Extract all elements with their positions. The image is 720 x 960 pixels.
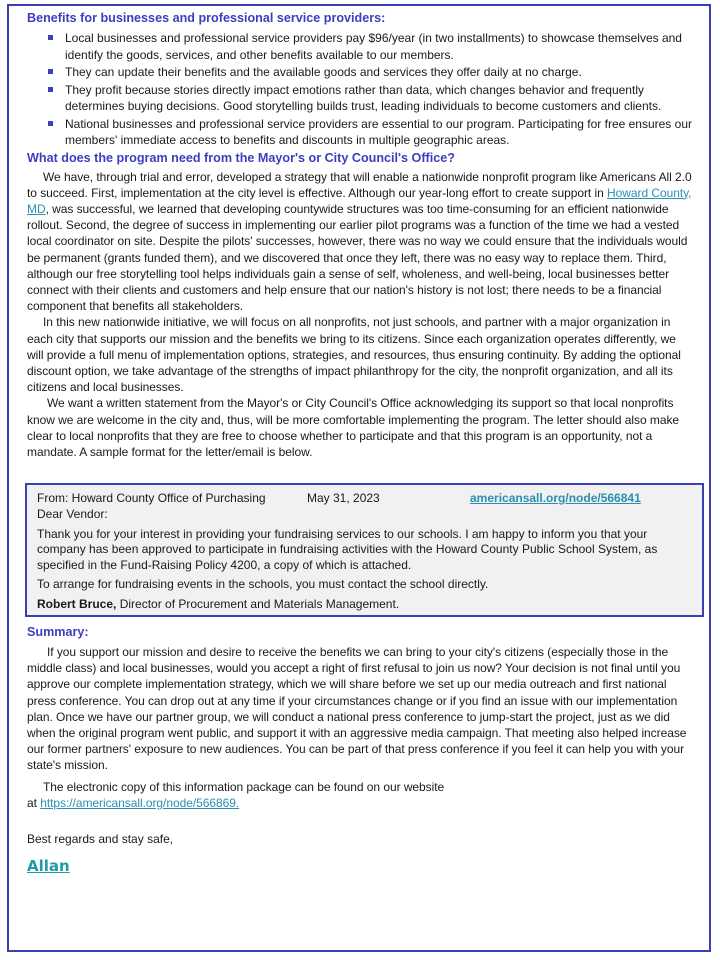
list-item: They profit because stories directly impact emotions rather than data, which changes behavior and frequently determines buying decisions. Good storytelling builds trust, leading individuals to become customers and clients. xyxy=(65,82,693,115)
benefits-list xyxy=(27,30,693,149)
howard-county-link[interactable]: Howard County, MD xyxy=(27,185,692,216)
website-link[interactable]: https://americansall.org/node/566869. xyxy=(40,795,240,810)
letter-signoff xyxy=(37,597,692,613)
needs-heading: What does the program need from the Mayor's or City Council's Office? xyxy=(27,150,455,165)
summary-section xyxy=(27,624,693,875)
signer-title: Director of Procurement and Materials Management. xyxy=(116,596,400,611)
needs-paragraph-1: We have, through trial and error, developed a strategy that will enable a nationwide nonprofit program like Americans All 2.0 to succeed. First, implementation at the city level is effective. Although our year-long effort to create support in Howard County, MD, was successful, we learned that developing countywide structures was too time-consuming for an efficient nationwide rollout. Second, the degree of success in implementing our earlier pilot programs was a function of the time we had a vested local coordinator on site. Despite the pilots' successes, however, there was no way we could ensure that the individuals would be permanent (grants funded them), and we discovered that once they left, there was no easy way to replace them. Third, although our free storytelling tool helps individuals gain a sense of self, wholeness, and well-being, local businesses better connect with their clients and customers and help ensure that our nation's history is not lost; there needs to be a financial component that benefits all stakeholders. xyxy=(27,169,692,314)
document-page xyxy=(7,4,711,952)
website-line: The electronic copy of this information package can be found on our website xyxy=(43,779,445,794)
square-bullet-icon xyxy=(48,87,53,92)
sample-letter-box xyxy=(25,483,704,617)
summary-heading: Summary: xyxy=(27,625,89,639)
main-content xyxy=(27,10,693,460)
square-bullet-icon xyxy=(48,121,53,126)
letter-date: May 31, 2023 xyxy=(307,491,380,505)
closing-line: Best regards and stay safe, xyxy=(27,832,174,847)
needs-paragraph-2: In this new nationwide initiative, we will focus on all nonprofits, not just schools, and partner with a major organization in each city that supports our mission and the benefits we bring to its citizens. Since each organization operates differently, we will provide a full menu of implementation options, strategies, and resources, thus ensuring continuity. By adding the optional discount option, we take advantage of the strengths of impact philanthropy for the city, the nonprofit organization, and all its citizens and local businesses. xyxy=(27,315,681,395)
letter-node-link[interactable]: americansall.org/node/566841 xyxy=(470,491,641,505)
square-bullet-icon xyxy=(48,35,53,40)
list-item: They can update their benefits and the available goods and services they offer daily at no charge. xyxy=(65,64,693,81)
letter-body-2: To arrange for fundraising events in the schools, you must contact the school directly. xyxy=(37,577,489,591)
square-bullet-icon xyxy=(48,69,53,74)
list-item: Local businesses and professional service providers pay $96/year (in two installments) to showcase themselves and identify the goods, services, and other benefits available to our members. xyxy=(65,30,693,63)
signature: Allan xyxy=(27,857,70,876)
summary-paragraph: If you support our mission and desire to receive the benefits we can bring to your city's citizens (especially those in the middle class) and local businesses, would you accept a right of first refusal to join us now? Your decision is not final until you approve our complete implementation strategy, which we will share before we set up our media outreach and first national press conference. You can drop out at any time if your circumstances change or if you find an issue with our implementation plan. Once we have our partner group, we will conduct a national press conference to jump-start the project, just as we did when the original program went public, and support it with an aggressive media campaign. That meeting also helped increase our former partners' exposure to new audiences. You can be part of that press conference if you feel it can help you with your state's mission. xyxy=(27,645,687,773)
letter-header xyxy=(37,488,692,505)
list-item: National businesses and professional service providers are essential to our program. Participating for free ensures our members' immediate access to benefits and discounts in multiple geographic areas. xyxy=(65,116,693,149)
website-link-line: at https://americansall.org/node/566869. xyxy=(27,795,240,810)
signer-name: Robert Bruce, xyxy=(37,596,117,611)
benefits-heading: Benefits for businesses and professional service providers: xyxy=(27,11,386,25)
letter-salutation: Dear Vendor: xyxy=(37,507,108,521)
letter-from: From: Howard County Office of Purchasing xyxy=(37,491,266,505)
letter-body-1: Thank you for your interest in providing your fundraising services to our schools. I am happy to inform you that your company has been approved to participate in fundraising activities with the Howard County Public School System, as specified in the Fund-Raising Policy 4200, a copy of which is attached. xyxy=(37,526,658,572)
needs-paragraph-3: We want a written statement from the Mayor's or City Council's Office acknowledging its support so that local nonprofits know we are welcome in the city and, thus, will be more comfortable implementing the program. The letter should also make clear to local nonprofits that they are free to choose whether to participate and that this program is an opportunity, not a mandate. A sample format for the letter/email is below. xyxy=(27,396,680,459)
